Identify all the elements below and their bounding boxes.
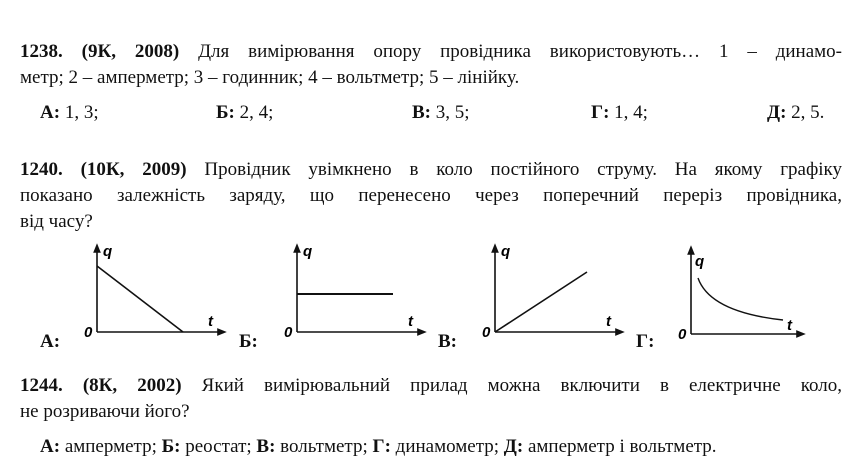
graph-c-x-label: t — [606, 313, 611, 330]
graph-d-label[interactable]: Г: — [636, 331, 655, 352]
graph-d-curve — [698, 278, 783, 320]
q1244-option-a[interactable]: А: амперметр; — [40, 436, 157, 457]
q1238-option-a[interactable]: А: 1, 3; — [40, 102, 99, 123]
graph-a-x-label: t — [208, 313, 213, 330]
graph-a-origin: 0 — [84, 324, 93, 341]
q1244-source: (8К, 2002) — [82, 375, 182, 396]
q1244-options — [40, 435, 717, 459]
graph-b[interactable] — [282, 242, 432, 342]
q1244-line1 — [20, 374, 842, 398]
graph-a-label[interactable]: А: — [40, 331, 61, 352]
q1238-line1 — [20, 40, 842, 64]
q1240-text-line2: показано залежність заряду, що перенесено через поперечний переріз провідника, — [20, 185, 842, 206]
q1240-line1 — [20, 158, 842, 182]
graph-b-label[interactable]: Б: — [239, 331, 258, 352]
q1238-text-line1: Для вимірювання опору провідника використовують… 1 – динамо- — [198, 41, 843, 62]
q1244-option-e[interactable]: Д: амперметр і вольтметр. — [503, 436, 717, 457]
graph-b-x-label: t — [408, 313, 413, 330]
graph-b-y-label: q — [303, 243, 313, 260]
q1240-source: (10К, 2009) — [80, 159, 187, 180]
q1244-text-line1: Який вимірювальний прилад можна включити в електричне коло, — [201, 375, 842, 396]
graph-d-origin: 0 — [678, 326, 687, 343]
graph-b-origin: 0 — [284, 324, 293, 341]
graph-c-origin: 0 — [482, 324, 491, 341]
graph-d[interactable] — [676, 244, 826, 344]
q1238-option-e[interactable]: Д: 2, 5. — [767, 102, 825, 123]
q1238-option-b[interactable]: Б: 2, 4; — [216, 102, 274, 123]
q1238-option-d[interactable]: Г: 1, 4; — [591, 102, 648, 123]
graph-c-curve — [495, 272, 587, 332]
q1238-number: 1238. — [20, 41, 63, 62]
q1240-text-line3: від часу? — [20, 211, 93, 232]
graph-c[interactable] — [480, 242, 630, 342]
q1244-option-c[interactable]: В: вольтметр; — [256, 436, 368, 457]
q1238-option-c[interactable]: В: 3, 5; — [412, 102, 470, 123]
q1240-text-line1: Провідник увімкнено в коло постійного струму. На якому графіку — [204, 159, 843, 180]
q1238-text-line2: метр; 2 – амперметр; 3 – годинник; 4 – вольтметр; 5 – лінійку. — [20, 67, 520, 88]
graph-d-y-label: q — [695, 253, 705, 270]
q1244-number: 1244. — [20, 375, 63, 396]
graph-a[interactable] — [82, 242, 232, 342]
graph-d-x-label: t — [787, 317, 792, 334]
graph-c-label[interactable]: В: — [438, 331, 457, 352]
q1240-number: 1240. — [20, 159, 63, 180]
q1244-option-d[interactable]: Г: динамометр; — [372, 436, 500, 457]
graph-a-y-label: q — [103, 243, 113, 260]
graph-c-y-label: q — [501, 243, 511, 260]
q1244-text-line2: не розриваючи його? — [20, 401, 190, 422]
q1238-source: (9К, 2008) — [81, 41, 180, 62]
q1244-option-b[interactable]: Б: реостат; — [161, 436, 252, 457]
graph-a-curve — [97, 266, 183, 332]
